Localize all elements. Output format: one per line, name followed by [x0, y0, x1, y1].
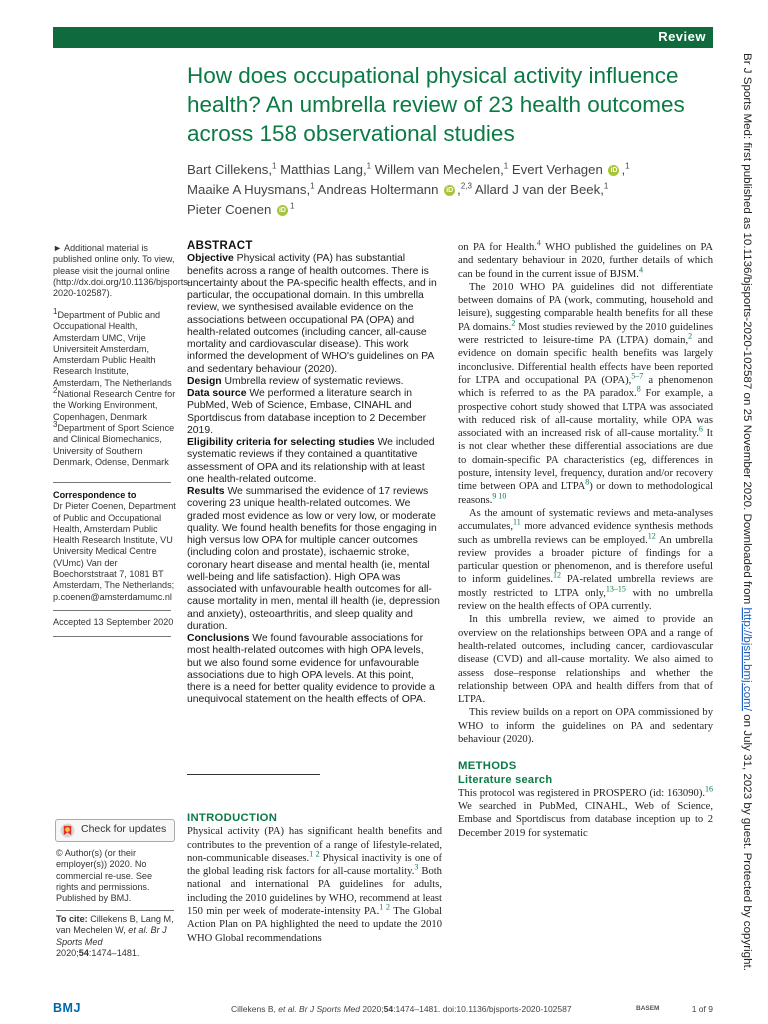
- author-name: Pieter Coenen: [187, 202, 272, 217]
- orcid-icon[interactable]: iD: [446, 187, 454, 195]
- section-banner: [53, 27, 713, 48]
- author-name: Andreas Holtermann: [314, 182, 439, 197]
- conclusions-label: Conclusions: [187, 633, 250, 644]
- orcid-icon[interactable]: iD: [610, 167, 618, 175]
- objective-label: Objective: [187, 253, 234, 265]
- author-name: Evert Verhagen: [508, 162, 603, 177]
- divider: [56, 910, 174, 911]
- criteria-label: Eligibility criteria for selecting studies: [187, 437, 375, 448]
- results-label: Results: [187, 486, 225, 497]
- body-column-2: [458, 238, 714, 840]
- vertical-text-svg: [734, 53, 763, 973]
- source-text: We performed a literature search in PubMed, Web of Science, Embase, CINAHL and Sportdiscus from database inception to 2 December 2019.: [187, 388, 427, 436]
- correspondence-heading: Correspondence to: [53, 490, 137, 500]
- check-for-updates-button[interactable]: [55, 819, 175, 842]
- copyright-notice: © Author(s) (or their employer(s)) 2020. No commercial re-use. See rights and permissions. Published by BMJ.: [56, 848, 153, 904]
- affiliation-1: Department of Public and Occupational Health, Amsterdam UMC, Vrije Universiteit Amsterdam, Amsterdam Public Health Research Institute, Amsterdam, The Netherlands: [53, 310, 172, 388]
- divider: [53, 610, 171, 611]
- to-cite-label: To cite:: [56, 914, 88, 924]
- orcid-icon[interactable]: iD: [278, 207, 286, 215]
- affiliation-3: Department of Sport Science and Clinical Biomechanics, University of Southern Denmark, Odense, Denmark: [53, 422, 175, 467]
- design-label: Design: [187, 375, 222, 387]
- page-footer: [53, 1001, 713, 1019]
- basem-logo: BASEM: [636, 1005, 660, 1012]
- design-text: Umbrella review of systematic reviews.: [224, 375, 404, 387]
- body-paragraph: The 2010 WHO PA guidelines did not differentiate between domains of PA (work, commuting, household and leisure), suggesting comparable health benefits for all these PA domains.$^2$ Most studies reviewed by the 2010 guidelines were restricted to leisure-time PA (LTPA) domain,$^2$ and evidence on domain specific health benefits was largely inconclusive. Differential health effects have been reported for LTPA and occupational PA (OPA),$^{5-7}$ a phenomenon which is referred to as the PA paradox.$^8$ For example, a prospective cohort study showed that LTPA was associated with reduced risk of all-cause mortality, while OPA was associated with an increased risk of all-cause mortality.$^6$ It is not clear whether these differential associations are due to domain-specific PA characteristics (eg, differences in posture, intensity level, frequency, duration and/or recovery time between OPA and LTPA$^8$) or down to methodological reasons.$^{9 10}$: [458, 281, 714, 506]
- affiliations: $^1$Department of Public and Occupational Health, Amsterdam UMC, Vrije Universiteit Amsterdam, Amsterdam Public Health Research Institute, Amsterdam, The Netherlands $^2$National Research Centre for the Working Environment, Copenhagen, Denmark $^3$Department of Sport Science and Clinical Biomechanics, University of Southern Denmark, Odense, Denmark: [53, 306, 176, 467]
- author-name: Bart Cillekens,: [187, 162, 273, 177]
- body-paragraph: Physical activity (PA) has significant health benefits and contributes to the prevention of a range of lifestyle-related, non-communicable diseases.$^{1 2}$ Physical inactivity is one of the global leading risk factors for all-cause mortality.$^3$ Both national and international PA guidelines for adults, including the 2010 guidelines by WHO, recommend at least 150 min per week of moderate-intensity PA.$^{1 2}$ The Global Action Plan on PA highlighted the need to update the 2010 WHO Global recommendations: [187, 826, 443, 944]
- divider: [53, 636, 171, 637]
- divider: [53, 482, 171, 483]
- methods-heading: METHODS: [458, 760, 517, 773]
- body-paragraph: As the amount of systematic reviews and meta-analyses accumulates,$^{11}$ more advanced evidence synthesis methods such as umbrella reviews can be employed.$^{12}$ An umbrella review provides a broader picture of findings for a particular question or phenomenon, and is therefore useful to inform guidelines.$^{12}$ PA-related umbrella reviews are mostly restricted to LTPA only,$^{13-15}$ with no umbrella review on the health effects of OPA currently.: [458, 507, 714, 613]
- vertical-note-text: Br J Sports Med: first published as 10.1136/bjsports-2020-102587 on 25 November 2020. Downloaded from: [741, 53, 753, 595]
- objective-text: Physical activity (PA) has substantial benefits across a range of health outcomes. There is uncertainty about the PA-specific health effects, and in particular, the occupational domain. In this umbrella review, we synthesised available evidence on the associations between occupational PA (OPA) and health-related outcomes (including cancer, all-cause mortality and cardiovascular disease). This work informed the development of WHO's guidelines on PA and sedentary behaviour (2020).: [187, 253, 437, 375]
- author-name: Matthias Lang,: [276, 162, 367, 177]
- abstract: [187, 240, 440, 707]
- svg-text:Br J Sports Med: first publish: Br J Sports Med: first published as 10.1136/bjsports-2020-102587 on 25 November 2020. Downloaded from http://bjsm.bmj.com/ on July 31, 2023 by guest. Protected by copyright.: [741, 53, 753, 965]
- abstract-end-rule: [187, 774, 320, 775]
- author-name: Maaike A Huysmans,: [187, 182, 311, 197]
- footer-citation: Cillekens B, et al. Br J Sports Med 2020;54:1474–1481. doi:10.1136/bjsports-2020-102587: [231, 1004, 572, 1014]
- body-paragraph: This review builds on a report on OPA commissioned by WHO to inform the guidelines on PA and sedentary behaviour (2020).: [458, 707, 713, 745]
- source-label: Data source: [187, 388, 247, 399]
- abstract-heading: ABSTRACT: [187, 240, 253, 252]
- article-title: How does occupational physical activity influence health? An umbrella review of 23 health outcomes across 158 observational studies: [187, 63, 685, 146]
- introduction-heading: INTRODUCTION: [187, 812, 278, 824]
- conclusions-text: We found favourable associations for most health-related outcomes with high OPA levels, but we also found some evidence for unfavourable associations due to high OPA levels. At this point, there is a need for better quality evidence to provide a unequivocal statement on the health effects of OPA.: [187, 633, 435, 706]
- author-name: Willem van Mechelen,: [371, 162, 504, 177]
- crossmark-icon: [60, 823, 75, 838]
- vertical-download-note: [734, 53, 763, 973]
- to-cite: To cite: Cillekens B, Lang M, van Mechelen W, et al. Br J Sports Med 2020;54:1474–1481.: [56, 914, 174, 958]
- results-text: We summarised the evidence of 17 reviews covering 23 unique health-related outcomes. We graded most evidence as low or very low, or moderate quality. We found health benefits for those engaging in high versus low OPA for multiple cancer outcomes (including colon and prostate), ischaemic stroke, coronary heart disease and mental health (ie, mental well-being and life satisfaction). High OPA was associated with unfavourable health outcomes for all-cause mortality in men, mental ill health (ie, depression and anxiety), osteoarthritis, and sleep quality and duration.: [187, 486, 440, 632]
- author-list: Bart Cillekens,$^1$ Matthias Lang,$^1$ Willem van Mechelen,$^1$ Evert Verhagen iD ,$^1$ Maaike A Huysmans,$^1$ Andreas Holtermann iD ,$^{2,3}$ Allard J van der Beek,$^1$ Pieter Coenen iD $^1$: [187, 161, 630, 217]
- body-paragraph: on PA for Health.$^4$ WHO published the guidelines on PA and sedentary behaviour in 2020, further details of which can be found in the current issue of BJSM.$^4$: [458, 238, 714, 280]
- correspondence: [53, 490, 178, 603]
- body-paragraph: In this umbrella review, we aimed to provide an overview on the relationships between OPA and a range of health-related outcomes, including cancer, cardiovascular disease (CVD) and all-cause mortality. We also aimed to assess dose–response relationships and whether the relationship between OPA and health differs from that of LTPA.: [458, 614, 713, 706]
- journal-link[interactable]: http://bjsm.bmj.com/: [741, 607, 753, 709]
- body-paragraph: This protocol was registered in PROSPERO (id: 163090).$^{16}$ We searched in PubMed, CINAHL, Web of Science, Embase and Sportdiscus from database inception up to 2 December 2019 for systematic: [458, 784, 713, 839]
- correspondence-text: Dr Pieter Coenen, Department of Public and Occupational Health, Amsterdam Public Health Research Institute, VU University Medical Centre (VUmc) Van der Boechorststraat 7, 1081 BT Amsterdam, The Netherlands; p.coenen@amsterdamumc.nl: [53, 501, 176, 602]
- bmj-logo: BMJ: [53, 1001, 81, 1015]
- accepted-date: Accepted 13 September 2020: [53, 617, 174, 627]
- criteria-text: We included systematic reviews if they contained a quantitative assessment of OPA and its relationship with at least one health-related outcome.: [187, 437, 435, 485]
- affiliation-2: National Research Centre for the Working Environment, Copenhagen, Denmark: [53, 389, 176, 422]
- literature-search-heading: Literature search: [458, 773, 553, 786]
- supplementary-note: ► Additional material is published online only. To view, please visit the journal online (http://dx.doi.org/10.1136/bjsports-2020-102587).: [53, 243, 191, 299]
- check-for-updates-label: Check for updates: [81, 823, 167, 835]
- page-number: 1 of 9: [691, 1004, 713, 1014]
- introduction-section: [187, 812, 442, 945]
- author-name: Allard J van der Beek,: [471, 182, 604, 197]
- section-label: Review: [658, 29, 706, 44]
